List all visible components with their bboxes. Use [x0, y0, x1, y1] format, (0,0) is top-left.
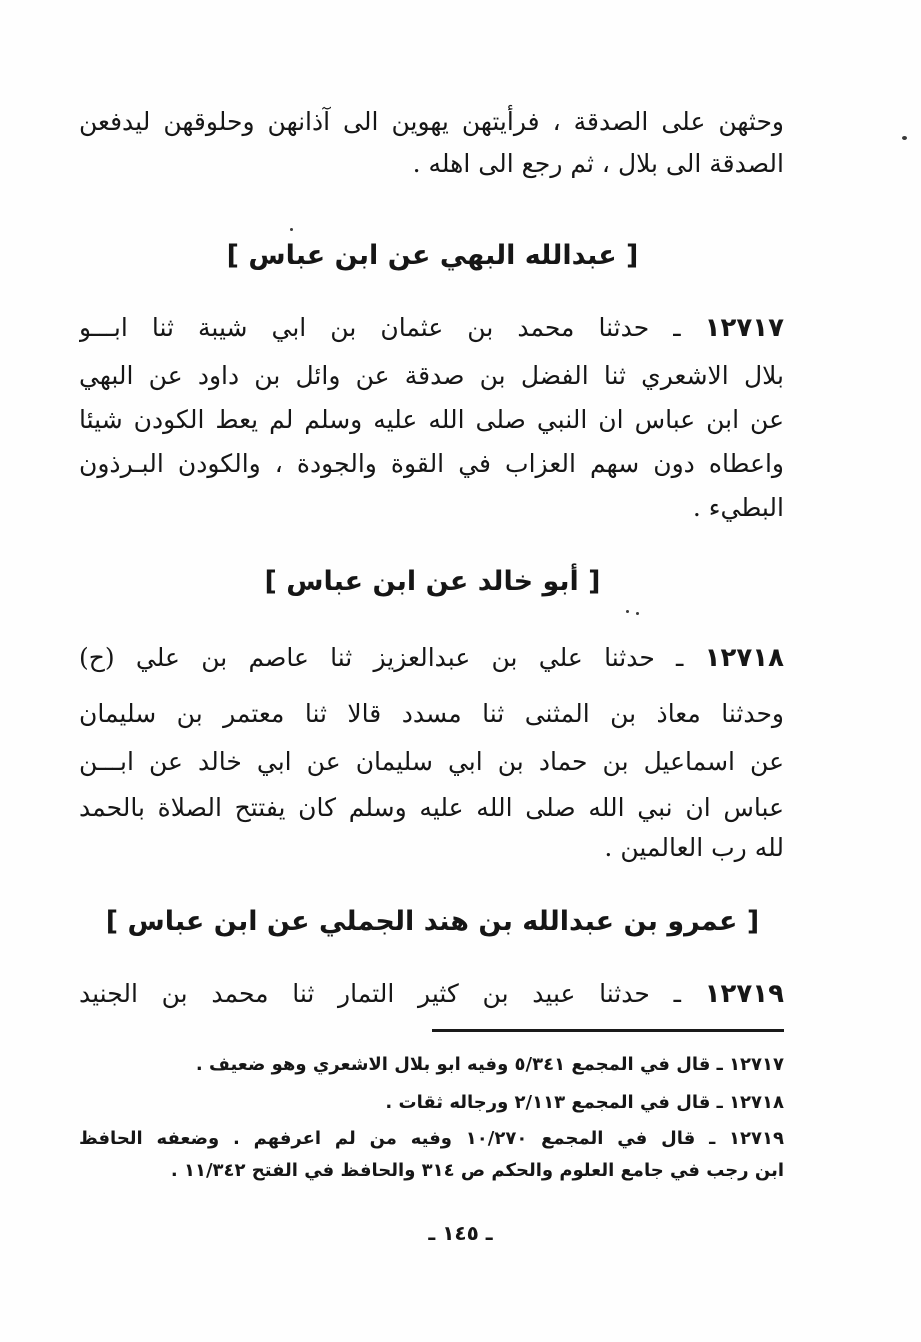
footnote: ابن رجب في جامع العلوم والحكم ص ٣١٤ والحافظ في الفتح ١١/٣٤٢ .: [170, 1160, 784, 1181]
section-heading: [ عمرو بن عبدالله بن هند الجملي عن ابن عباس ]: [105, 906, 760, 937]
scan-speck: [636, 612, 639, 615]
text-line: واعطاه دون سهم العزاب في القوة والجودة ، والكودن البـرذون: [79, 449, 784, 478]
text-line: وحدثنا معاذ بن المثنى ثنا مسدد قالا ثنا معتمر بن سليمان: [79, 699, 784, 728]
text-line: عن ابن عباس ان النبي صلى الله عليه وسلم لم يعط الكودن شيئا: [79, 405, 784, 434]
hadith-number: ١٢٧١٩: [704, 979, 784, 1009]
hadith-text: ـ حدثنا عبيد بن كثير التمار ثنا محمد بن الجنيد: [79, 979, 681, 1008]
text-line: بلال الاشعري ثنا الفضل بن صدقة عن وائل بن داود عن البهي: [79, 361, 784, 390]
footnote: ١٢٧١٧ ـ قال في المجمع ٥/٣٤١ وفيه ابو بلال الاشعري وهو ضعيف .: [195, 1054, 784, 1075]
hadith-first-line: [79, 310, 784, 346]
hadith-text: ـ حدثنا محمد بن عثمان بن ابي شيبة ثنا ابـــو: [79, 313, 681, 342]
scan-speck: [290, 228, 293, 231]
text-line: عن اسماعيل بن حماد بن ابي سليمان عن ابي خالد عن ابـــن: [79, 747, 784, 776]
scan-speck: [902, 136, 907, 140]
text-line: عباس ان نبي الله صلى الله عليه وسلم كان يفتتح الصلاة بالحمد: [79, 793, 784, 822]
hadith-first-line: [79, 976, 784, 1012]
hadith-number: ١٢٧١٨: [704, 643, 784, 673]
text-line: البطيء .: [692, 493, 784, 522]
footnote: ١٢٧١٩ ـ قال في المجمع ١٠/٢٧٠ وفيه من لم اعرفهم . وضعفه الحافظ: [79, 1128, 784, 1149]
hadith-text: ـ حدثنا علي بن عبدالعزيز ثنا عاصم بن علي (ح): [79, 643, 684, 672]
hadith-number: ١٢٧١٧: [704, 313, 784, 343]
scan-speck: [626, 610, 629, 613]
text-line: لله رب العالمين .: [604, 833, 784, 862]
footnote-separator: [432, 1029, 784, 1032]
text-line: الصدقة الى بلال ، ثم رجع الى اهله .: [412, 149, 784, 178]
section-heading: [ أبو خالد عن ابن عباس ]: [264, 566, 601, 597]
text-line: وحثهن على الصدقة ، فرأيتهن يهوين الى آذانهن وحلوقهن ليدفعن: [79, 107, 784, 136]
page-number: ـ ١٤٥ ـ: [428, 1221, 493, 1245]
footnote: ١٢٧١٨ ـ قال في المجمع ٢/١١٣ ورجاله ثقات .: [385, 1092, 784, 1113]
hadith-first-line: [79, 640, 784, 676]
section-heading: [ عبدالله البهي عن ابن عباس ]: [226, 240, 639, 271]
